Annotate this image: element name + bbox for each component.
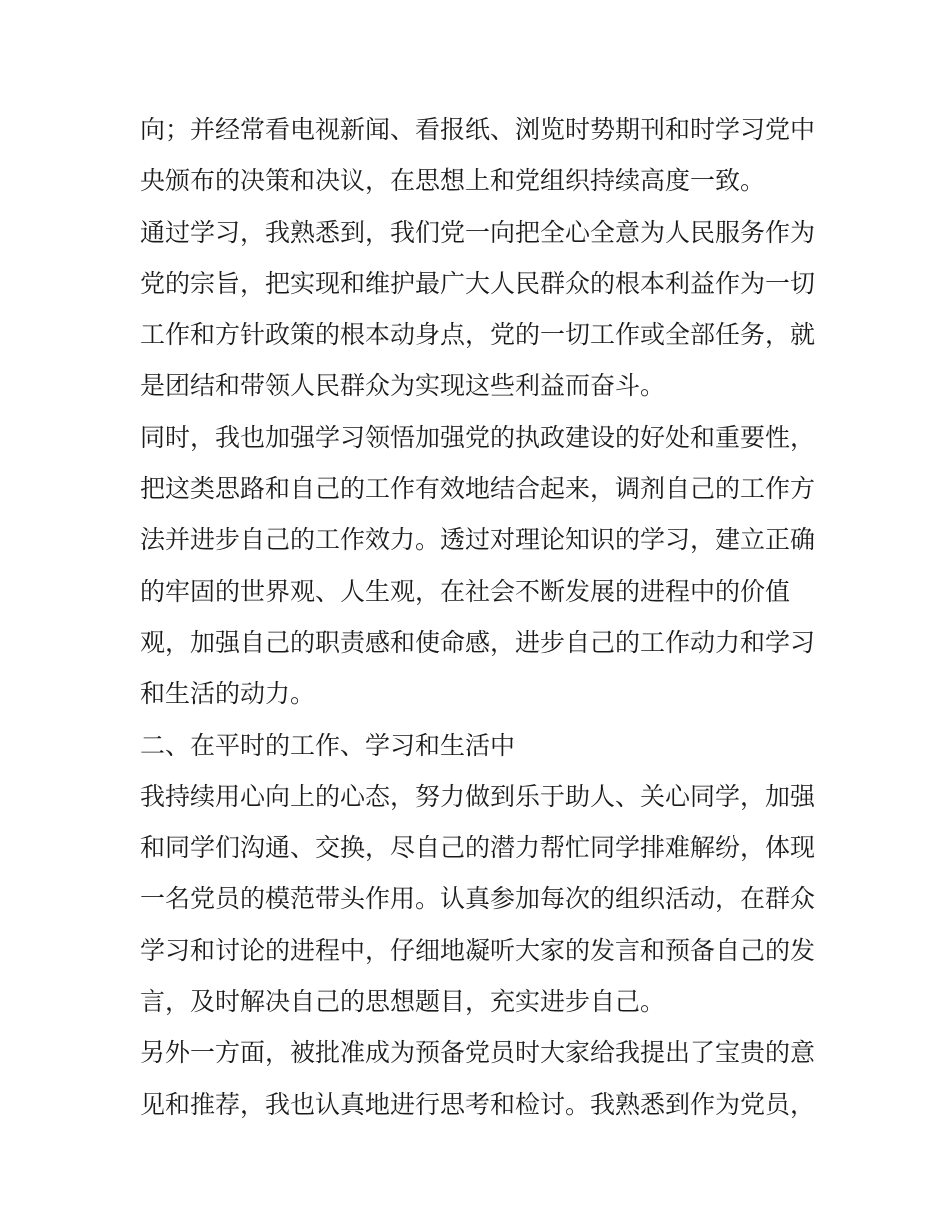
text-line: 央颁布的决策和决议，在思想上和党组织持续高度一致。 — [140, 166, 766, 196]
text-line: 是团结和带领人民群众为实现这些利益而奋斗。 — [140, 371, 666, 401]
text-line: 一名党员的模范带头作用。认真参加每次的组织活动，在群众 — [140, 884, 816, 914]
text-line: 通过学习，我熟悉到，我们党一向把全心全意为人民服务作为 — [140, 217, 816, 247]
text-line: 观，加强自己的职责感和使命感，进步自己的工作动力和学习 — [140, 627, 816, 657]
text-line: 我持续用心向上的心态，努力做到乐于助人、关心同学，加强 — [140, 781, 816, 811]
text-line: 同时，我也加强学习领悟加强党的执政建设的好处和重要性， — [140, 422, 816, 452]
text-line: 和同学们沟通、交换，尽自己的潜力帮忙同学排难解纷，体现 — [140, 833, 816, 863]
text-line: 党的宗旨，把实现和维护最广大人民群众的根本利益作为一切 — [140, 268, 816, 298]
text-line: 和生活的动力。 — [140, 679, 316, 709]
text-line: 另外一方面，被批准成为预备党员时大家给我提出了宝贵的意 — [140, 1038, 816, 1068]
document-body — [140, 104, 820, 1130]
text-line: 的牢固的世界观、人生观，在社会不断发展的进程中的价值 — [140, 576, 791, 606]
text-line: 法并进步自己的工作效力。透过对理论知识的学习，建立正确 — [140, 525, 816, 555]
text-line: 把这类思路和自己的工作有效地结合起来，调剂自己的工作方 — [140, 474, 816, 504]
text-line: 言，及时解决自己的思想题目，充实进步自己。 — [140, 987, 666, 1017]
text-line: 见和推荐，我也认真地进行思考和检讨。我熟悉到作为党员， — [140, 1089, 816, 1119]
text-line: 工作和方针政策的根本动身点，党的一切工作或全部任务，就 — [140, 320, 816, 350]
text-line: 向；并经常看电视新闻、看报纸、浏览时势期刊和时学习党中 — [140, 115, 816, 144]
text-line: 学习和讨论的进程中，仔细地凝听大家的发言和预备自己的发 — [140, 935, 816, 965]
section-heading: 二、在平时的工作、学习和生活中 — [140, 730, 516, 760]
